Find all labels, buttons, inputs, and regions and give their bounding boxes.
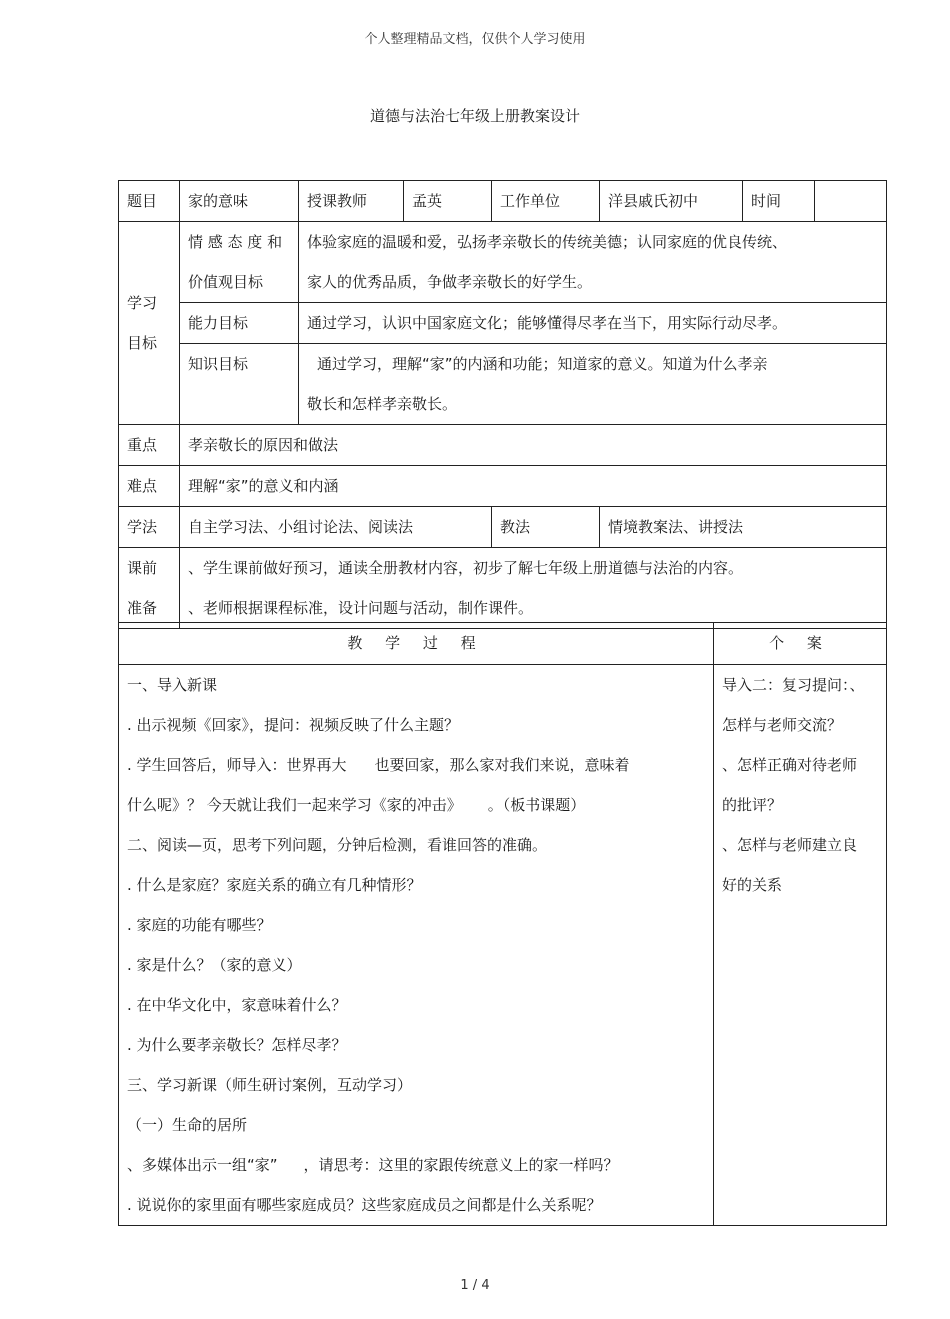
difficulty-text: 理解“家”的意义和内涵 [180,466,887,507]
unit-value: 洋县戚氏初中 [600,181,743,222]
process-header: 教 学 过 程 [119,623,714,665]
document-title: 道德与法治七年级上册教案设计 [369,107,580,125]
ability-objective-text: 通过学习，认识中国家庭文化；能够懂得尽孝在当下，用实际行动尽孝。 [299,303,887,344]
key-point-label: 重点 [119,425,180,466]
emotion-objective-text: 体验家庭的温暖和爱，弘扬孝亲敬长的传统美德；认同家庭的优良传统、 家人的优秀品质，争做孝亲敬长的好学生。 [299,222,887,303]
notes-content: 导入二：复习提问：、 怎样与老师交流？ 、怎样正确对待老师 的批评？ 、怎样与老师建立良 好的关系 [714,665,887,1226]
knowledge-objective-label: 知识目标 [180,344,299,425]
teach-method-text: 情境教案法、讲授法 [600,507,887,548]
teacher-label: 授课教师 [299,181,404,222]
knowledge-objective-text: 通过学习，理解“家”的内涵和功能；知道家的意义。知道为什么孝亲 敬长和怎样孝亲敬长。 [299,344,887,425]
page-number: 1 / 4 [460,1278,490,1293]
topic-value: 家的意味 [180,181,299,222]
key-point-row [119,425,887,466]
teach-method-label: 教法 [492,507,600,548]
preparation-label: 课前 准备 [119,548,180,629]
teaching-process-table [118,622,887,1226]
lesson-info-table [118,180,887,629]
preparation-text: 、学生课前做好预习，通读全册教材内容，初步了解七年级上册道德与法治的内容。 、老师根据课程标准，设计问题与活动，制作课件。 [180,548,887,629]
knowledge-objective-row [119,344,887,425]
objectives-label: 学习 目标 [119,222,180,425]
process-body-row [119,665,887,1226]
teacher-value: 孟英 [404,181,492,222]
preparation-row [119,548,887,629]
unit-label: 工作单位 [492,181,600,222]
study-method-label: 学法 [119,507,180,548]
info-row [119,181,887,222]
header-note: 个人整理精品文档，仅供个人学习使用 [364,32,586,47]
emotion-objective-label: 情 感 态 度 和 价值观目标 [180,222,299,303]
difficulty-row [119,466,887,507]
topic-label: 题目 [119,181,180,222]
ability-objective-row [119,303,887,344]
time-value [815,181,887,222]
ability-objective-label: 能力目标 [180,303,299,344]
difficulty-label: 难点 [119,466,180,507]
emotion-objective-row [119,222,887,303]
key-point-text: 孝亲敬长的原因和做法 [180,425,887,466]
notes-header: 个 案 [714,623,887,665]
methods-row [119,507,887,548]
process-header-row [119,623,887,665]
time-label: 时间 [743,181,815,222]
study-method-text: 自主学习法、小组讨论法、阅读法 [180,507,492,548]
process-content: 一、导入新课 . 出示视频《回家》，提问：视频反映了什么主题？ . 学生回答后，师导入：世界再大 也要回家，那么家对我们来说，意味着 什么呢》？ 今天就让我们一起来学习《家的冲击》 。（板书课题） 二、阅读—页，思考下列问题，分钟后检测，看谁回答的准确。 . 什么是家庭？家庭关系的确立有几种情形？ . 家庭的功能有哪些？ . 家是什么？（家的意义） . 在中华文化中，家意味着什么？ . 为什么要孝亲敬长？怎样尽孝？ 三、学习新课（师生研讨案例，互动学习） （一）生命的居所 、多媒体出示一组“家” ，请思考：这里的家跟传统意义上的家一样吗？ . 说说你的家里面有哪些家庭成员？这些家庭成员之间都是什么关系呢？ [119,665,714,1226]
